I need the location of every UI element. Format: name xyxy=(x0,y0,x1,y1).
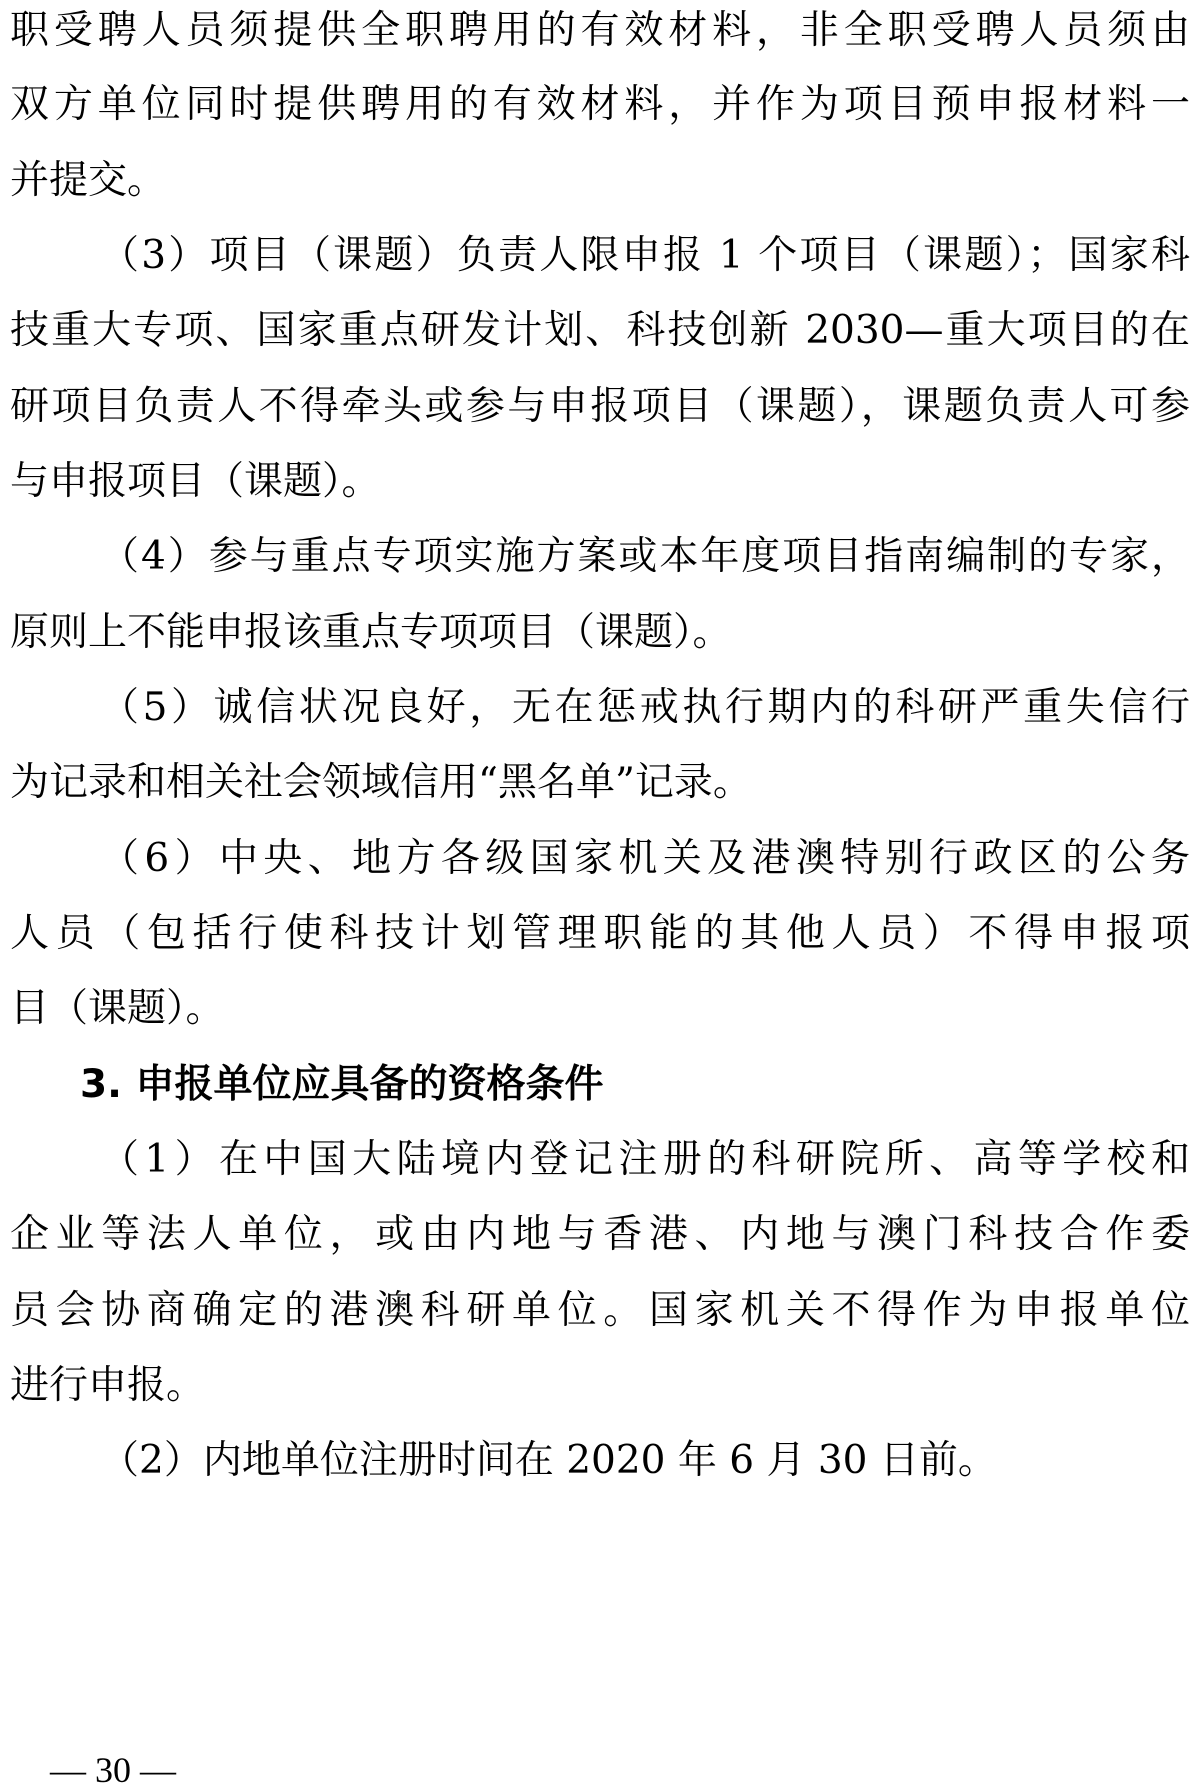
paragraph-first-line: （2）内地单位注册时间在 2020 年 6 月 30 日前。 xyxy=(100,1438,997,1483)
text-line: 与申报项目（课题）。 xyxy=(10,459,381,504)
text-line: 进行申报。 xyxy=(10,1363,206,1408)
paragraph-first-line: （1）在中国大陆境内登记注册的科研院所、高等学校和 xyxy=(100,1137,1190,1182)
text-line: 研项目负责人不得牵头或参与申报项目（课题），课题负责人可参 xyxy=(10,384,1190,429)
paragraph-first-line: （6）中央、地方各级国家机关及港澳特别行政区的公务 xyxy=(100,836,1190,881)
page-number: — 30 — xyxy=(50,1750,176,1790)
text-line: 原则上不能申报该重点专项项目（课题）。 xyxy=(10,610,732,655)
text-line: 职受聘人员须提供全职聘用的有效材料，非全职受聘人员须由 xyxy=(10,8,1190,53)
text-line: 人员（包括行使科技计划管理职能的其他人员）不得申报项 xyxy=(10,911,1190,956)
text-line: 并提交。 xyxy=(10,158,167,203)
paragraph-first-line: （5）诚信状况良好，无在惩戒执行期内的科研严重失信行 xyxy=(100,685,1190,730)
text-line: 企业等法人单位，或由内地与香港、内地与澳门科技合作委 xyxy=(10,1212,1190,1257)
text-line: 为记录和相关社会领域信用“黑名单”记录。 xyxy=(10,760,752,805)
paragraph-first-line: （3）项目（课题）负责人限申报 1 个项目（课题）；国家科 xyxy=(100,233,1190,278)
text-line: 员会协商确定的港澳科研单位。国家机关不得作为申报单位 xyxy=(10,1288,1190,1333)
text-line: 双方单位同时提供聘用的有效材料，并作为项目预申报材料一 xyxy=(10,82,1190,127)
paragraph-first-line: （4）参与重点专项实施方案或本年度项目指南编制的专家， xyxy=(100,534,1190,579)
text-line: 目（课题）。 xyxy=(10,986,225,1031)
text-line: 技重大专项、国家重点研发计划、科技创新 2030—重大项目的在 xyxy=(10,308,1190,353)
section-heading: 3. 申报单位应具备的资格条件 xyxy=(80,1062,604,1107)
